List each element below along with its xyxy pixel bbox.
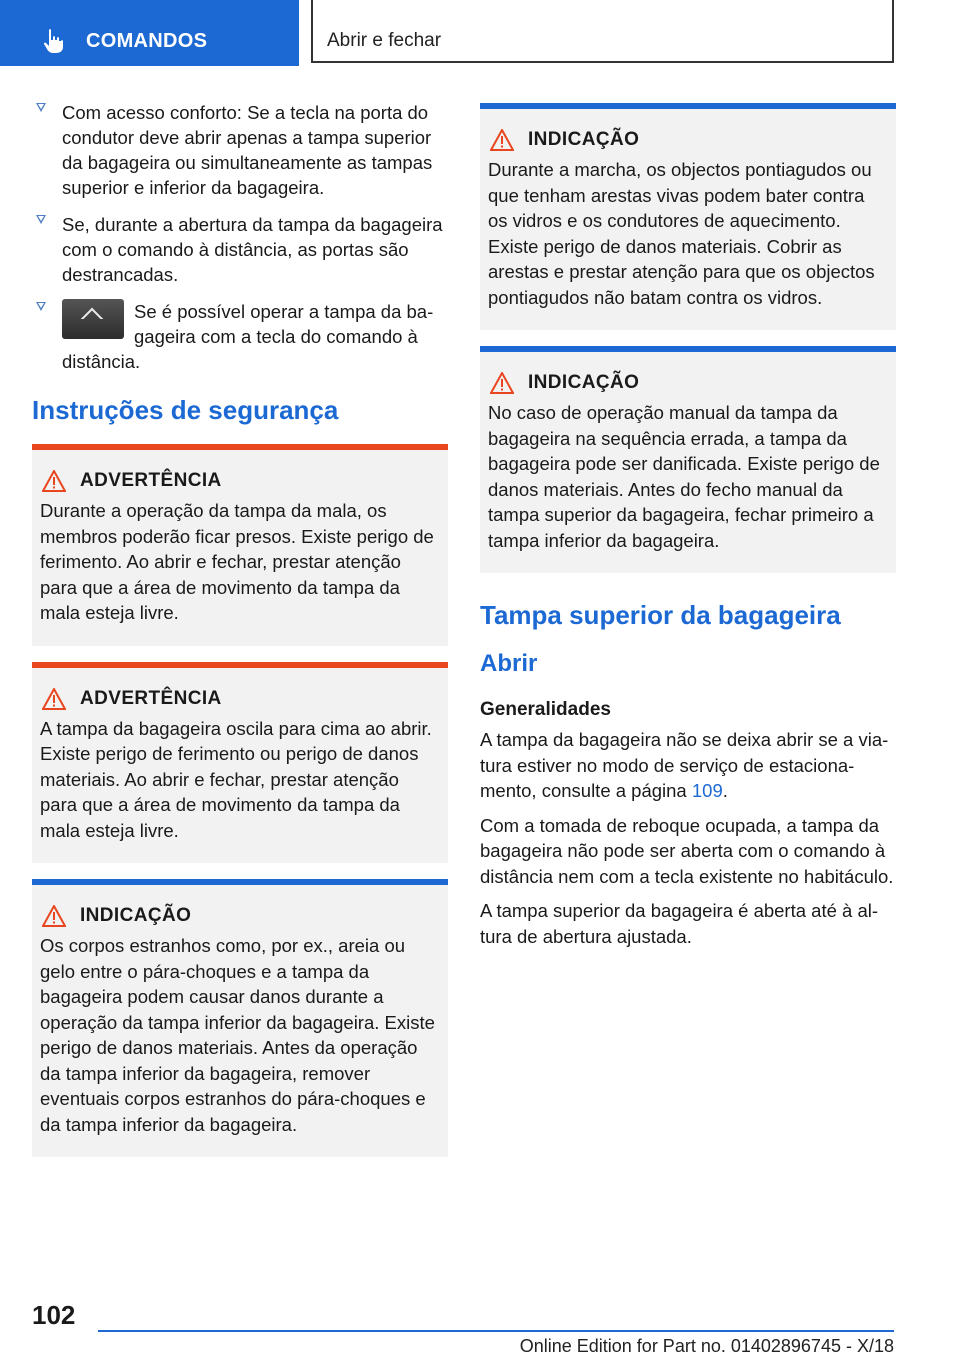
warning-triangle-icon (490, 372, 514, 394)
notice-text: Durante a marcha, os objectos pontiagudos ou que tenham arestas vivas podem bater contra os vidros e os condutores de aquecimento. Existe perigo de danos materiais. Cobrir as arestas e prestar atenção para que os objectos pontiagudos não batam contra os vidros. (488, 159, 875, 308)
notice-title: ADVERTÊNCIA (80, 470, 222, 491)
note-notice (32, 879, 448, 1157)
note-notice (480, 103, 896, 330)
diamond-icon (81, 308, 104, 331)
paragraph: Com a tomada de reboque ocupada, a tampa da bagageira não pode ser aberta com o comando à distância nem com a tecla existente no habitáculo. (480, 814, 894, 887)
bullet-text: gageira com a tecla do comando à (134, 326, 418, 347)
section-tab[interactable] (0, 0, 299, 66)
page-number: 102 (32, 1300, 76, 1330)
notice-text: A tampa da bagageira oscila para cima ao abrir. Existe perigo de ferimento ou perigo de danos materiais. Ao abrir e fechar, prestar atenção para que a área de movimento da tampa da mala esteja livre. (40, 717, 432, 841)
bullet-text: Se é possível operar a tampa da ba- (134, 301, 434, 322)
remote-key-button-icon (62, 299, 124, 339)
notice-title: INDICAÇÃO (528, 129, 640, 150)
warning-triangle-icon (42, 688, 66, 710)
triangle-bullet-icon (36, 302, 46, 311)
warning-triangle-icon (490, 129, 514, 151)
triangle-bullet-icon (36, 103, 46, 112)
list-item (32, 100, 448, 200)
page-reference-link[interactable]: 109 (691, 780, 723, 801)
notice-text: Os corpos estranhos como, por ex., areia ou gelo entre o pára-choques e a tampa da bagageira podem causar danos durante a operação da tampa inferior da bagageira. Existe perigo de danos materiais. Antes da operação da tampa inferior da bagageira, remover eventuais corpos estranhos do pára-choques e da tampa inferior da bagageira. (40, 935, 435, 1135)
triangle-bullet-icon (36, 215, 46, 224)
page-header (0, 0, 960, 66)
paragraph (480, 727, 896, 804)
bullet-text: Se, durante a abertura da tampa da bagageira com o comando à distância, as portas são destrancadas. (62, 214, 443, 285)
warning-notice (32, 444, 448, 646)
list-item (32, 299, 448, 374)
notice-text: No caso de operação manual da tampa da bagageira na sequência errada, a tampa da bagageira pode ser danificada. Existe perigo de danos materiais. Antes do fecho manual da tampa superior da bagageira, fechar primeiro a tampa inferior da bagageira. (488, 402, 880, 551)
paragraph: A tampa superior da bagageira é aberta até à altura de abertura ajustada. (480, 900, 879, 947)
minor-heading: Generalidades (480, 699, 611, 720)
note-notice (480, 346, 896, 573)
warning-triangle-icon (42, 470, 66, 492)
list-item (32, 212, 448, 287)
notice-text: Durante a operação da tampa da mala, os membros poderão ficar presos. Existe perigo de ferimento. Ao abrir e fechar, prestar atenção para que a área de movimento da tampa da mala esteja livre. (40, 500, 434, 623)
left-column (32, 100, 448, 1173)
right-column (480, 103, 896, 958)
bullet-text: distância. (62, 351, 141, 372)
paragraph-text: . (722, 780, 728, 801)
footer-divider (98, 1330, 894, 1332)
pointing-hand-icon (40, 28, 66, 54)
notice-title: INDICAÇÃO (528, 372, 640, 393)
bullet-text: Com acesso conforto: Se a tecla na porta do condutor deve abrir apenas a tampa superior da bagageira ou simultaneamente as tampas superior e inferior da bagageira. (62, 102, 433, 198)
notice-title: INDICAÇÃO (80, 905, 192, 926)
paragraph-text: A tampa da bagageira não se deixa abrir se a viatura estiver no modo de serviço de estacionamento, consulte a página (480, 729, 889, 801)
section-heading: Tampa superior da bagageira (480, 600, 841, 630)
safety-heading: Instruções de segurança (32, 395, 339, 425)
chapter-title: Abrir e fechar (327, 30, 442, 51)
warning-notice (32, 662, 448, 864)
sub-heading: Abrir (480, 650, 538, 677)
chapter-box (311, 0, 894, 63)
edition-text: Online Edition for Part no. 01402896745 - X/18 (519, 1336, 894, 1356)
notice-title: ADVERTÊNCIA (80, 687, 222, 709)
section-tab-label: COMANDOS (86, 30, 208, 52)
warning-triangle-icon (42, 905, 66, 927)
